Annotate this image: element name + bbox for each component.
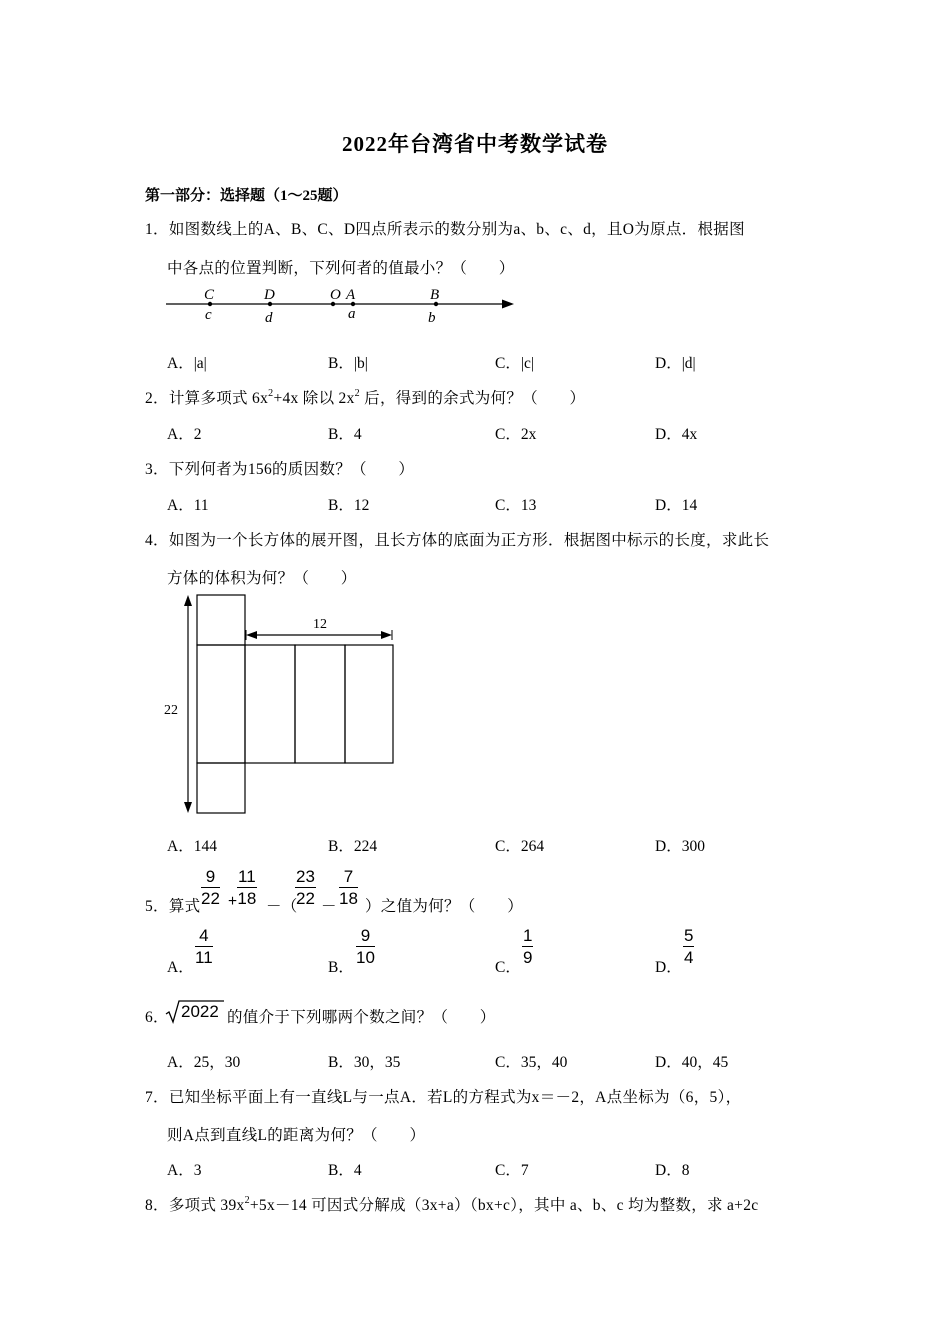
q7-option-d[interactable]: D．8 — [655, 1162, 690, 1179]
q5-opt-a-den: 11 — [195, 948, 213, 967]
width-arrow-right — [381, 631, 392, 639]
q5-fraction-1 — [201, 867, 220, 908]
q5-option-d-fraction[interactable] — [683, 926, 694, 967]
width-label: 12 — [313, 617, 327, 632]
question-4-line-2: 方体的体积为何？（ ） — [167, 570, 357, 587]
q6-option-b[interactable]: B．30，35 — [328, 1054, 401, 1071]
width-arrow-left — [246, 631, 257, 639]
q5-fraction-4 — [339, 867, 358, 908]
q5-prefix: 5．算式 — [145, 898, 201, 915]
cuboid-net-figure — [160, 590, 400, 818]
q2-exp-1: 2 — [268, 388, 274, 399]
q5-fraction-2 — [237, 867, 257, 908]
net-top-face — [197, 595, 245, 645]
q3-option-d[interactable]: D．14 — [655, 497, 698, 514]
q5-frac2-num: 11 — [238, 867, 256, 886]
label-b: b — [428, 310, 436, 326]
net-side-3 — [295, 645, 345, 763]
q6-option-c[interactable]: C．35，40 — [495, 1054, 568, 1071]
q5-frac4-num: 7 — [339, 867, 358, 888]
q5-plus: + — [228, 893, 238, 910]
q5-opt-b-den: 10 — [356, 948, 375, 967]
q5-frac1-den: 22 — [201, 889, 220, 908]
q3-option-c[interactable]: C．13 — [495, 497, 537, 514]
q5-opt-b-num: 9 — [356, 926, 375, 947]
q5-option-c-fraction[interactable] — [522, 926, 533, 967]
q2-mid: +4x 除以 2x — [273, 390, 355, 407]
q1-option-c[interactable]: C．|c| — [495, 355, 534, 372]
label-a: a — [348, 306, 356, 322]
net-side-4 — [345, 645, 393, 763]
q8-exp: 2 — [244, 1195, 250, 1206]
q2-prefix: 2．计算多项式 6x — [145, 390, 269, 407]
height-arrow-top — [184, 595, 192, 606]
q6-option-a[interactable]: A．25，30 — [167, 1054, 241, 1071]
q5-frac3-num: 23 — [296, 867, 315, 886]
q6-radicand: 2022 — [181, 1002, 219, 1021]
q5-opt-d-den: 4 — [684, 948, 694, 967]
q5-opt-d-num: 5 — [684, 926, 694, 945]
q8-suffix: +5x－14 可因式分解成（3x+a）（bx+c），其中 a、b、c 均为整数，求 a+2c — [249, 1197, 759, 1214]
q2-option-c[interactable]: C．2x — [495, 426, 537, 443]
q4-option-d[interactable]: D．300 — [655, 838, 705, 855]
q4-option-b[interactable]: B．224 — [328, 838, 378, 855]
q5-frac3-den: 22 — [296, 889, 315, 908]
net-side-2 — [245, 645, 295, 763]
q4-option-a[interactable]: A．144 — [167, 838, 217, 855]
q7-option-a[interactable]: A．3 — [167, 1162, 202, 1179]
question-1-line-2: 中各点的位置判断，下列何者的值最小？（ ） — [167, 260, 515, 277]
q8-prefix: 8．多项式 39x — [145, 1197, 245, 1214]
section-header: 第一部分：选择题（1～25题） — [145, 188, 348, 204]
q2-option-a[interactable]: A．2 — [167, 426, 202, 443]
q2-exp-2: 2 — [354, 388, 360, 399]
question-8 — [145, 1193, 758, 1215]
page-title: 2022年台湾省中考数学试卷 — [342, 132, 608, 156]
q4-option-c[interactable]: C．264 — [495, 838, 545, 855]
q2-suffix: 后，得到的余式为何？（ ） — [359, 390, 586, 407]
question-2 — [145, 386, 585, 408]
q5-option-b-fraction[interactable] — [356, 926, 375, 967]
height-arrow-bottom — [184, 802, 192, 813]
q5-minus: － — [321, 898, 337, 915]
question-7-line-1: 7．已知坐标平面上有一直线L与一点A．若L的方程式为x＝－2，A点坐标为（6，5）， — [145, 1089, 742, 1106]
q5-opt-c-num: 1 — [523, 926, 533, 945]
q6-option-d[interactable]: D．40，45 — [655, 1054, 729, 1071]
q5-fraction-3 — [295, 867, 316, 908]
label-A: A — [346, 287, 356, 303]
q5-option-c-letter[interactable]: C． — [495, 959, 521, 976]
q5-opt-a-num: 4 — [195, 926, 213, 947]
q5-option-b-letter[interactable]: B． — [328, 959, 354, 976]
q5-frac2-den: 18 — [237, 889, 257, 908]
net-side-1 — [197, 645, 245, 763]
q6-prefix: 6． — [145, 1009, 169, 1026]
q5-minus-paren: －（ — [266, 898, 298, 915]
q2-option-b[interactable]: B．4 — [328, 426, 362, 443]
q5-frac4-den: 18 — [339, 889, 358, 908]
height-label: 22 — [164, 703, 178, 718]
q2-option-d[interactable]: D．4x — [655, 426, 698, 443]
question-3: 3．下列何者为156的质因数？（ ） — [145, 461, 415, 478]
number-line-arrow — [502, 300, 514, 309]
q3-option-b[interactable]: B．12 — [328, 497, 370, 514]
q3-option-a[interactable]: A．11 — [167, 497, 209, 514]
question-4-line-1: 4．如图为一个长方体的展开图，且长方体的底面为正方形．根据图中标示的长度，求此长 — [145, 532, 770, 549]
q5-option-a-letter[interactable]: A． — [167, 959, 194, 976]
label-C: C — [204, 287, 215, 303]
q1-option-d[interactable]: D．|d| — [655, 355, 696, 372]
q7-option-c[interactable]: C．7 — [495, 1162, 529, 1179]
q1-option-b[interactable]: B．|b| — [328, 355, 368, 372]
net-bottom-face — [197, 763, 245, 813]
q5-option-a-fraction[interactable] — [195, 926, 213, 967]
q7-option-b[interactable]: B．4 — [328, 1162, 362, 1179]
label-O: O — [330, 287, 341, 303]
question-1-line-1: 1．如图数线上的A、B、C、D四点所表示的数分别为a、b、c、d，且O为原点．根据图 — [145, 221, 745, 238]
q5-opt-c-den: 9 — [523, 948, 533, 967]
label-D: D — [264, 287, 275, 303]
number-line-figure — [160, 282, 530, 328]
q5-option-d-letter[interactable]: D． — [655, 959, 682, 976]
label-c: c — [205, 307, 212, 323]
q5-suffix: ）之值为何？（ ） — [365, 898, 524, 915]
q1-option-a[interactable]: A．|a| — [167, 355, 207, 372]
question-7-line-2: 则A点到直线L的距离为何？（ ） — [167, 1127, 426, 1144]
label-d: d — [265, 310, 273, 326]
label-B: B — [430, 287, 440, 303]
q5-frac1-num: 9 — [201, 867, 220, 888]
q6-suffix: 的值介于下列哪两个数之间？（ ） — [227, 1009, 496, 1026]
